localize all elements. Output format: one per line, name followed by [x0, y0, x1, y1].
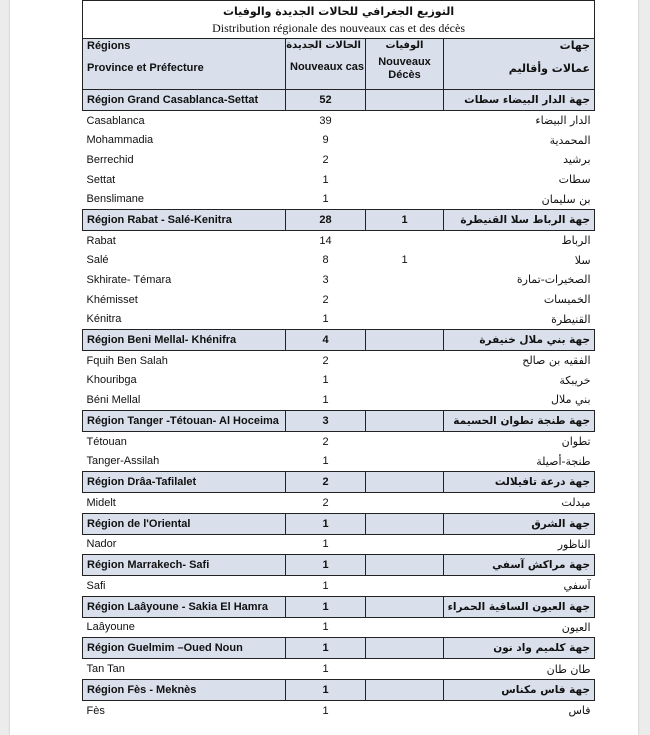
header-deaths-fr-2: Décès	[388, 69, 421, 81]
region-deaths	[366, 90, 444, 111]
region-row	[83, 471, 595, 492]
province-deaths	[366, 431, 444, 451]
region-name: Région Laâyoune - Sakia El Hamra	[83, 596, 286, 617]
region-name: Région de l'Oriental	[83, 513, 286, 534]
province-name: Casablanca	[86, 114, 145, 127]
region-name-ar: جهة الشرق	[444, 513, 595, 534]
province-name: Tanger-Assilah	[86, 455, 160, 468]
province-new-cases: 1	[322, 455, 329, 468]
province-row	[83, 700, 595, 720]
province-row	[83, 309, 595, 329]
region-row	[83, 596, 595, 617]
header-deaths-ar: الوفيات	[385, 40, 424, 51]
province-name: Midelt	[86, 496, 116, 509]
province-new-cases: 3	[322, 273, 329, 286]
province-name: Fquih Ben Salah	[86, 354, 168, 367]
region-deaths: 1	[366, 209, 444, 230]
province-name: Tan Tan	[86, 663, 125, 676]
header-regions-cell	[83, 39, 286, 90]
region-name-ar: جهة طنجة تطوان الحسيمة	[444, 410, 595, 431]
province-new-cases: 14	[319, 234, 332, 247]
province-row	[83, 170, 595, 190]
province-row	[83, 451, 595, 471]
province-row	[83, 111, 595, 131]
province-name-ar: طنجة-أصيلة	[536, 454, 591, 468]
province-name-ar: الفقيه بن صالح	[522, 354, 591, 368]
header-deaths-cell	[366, 39, 444, 90]
region-new-cases: 4	[286, 329, 366, 350]
province-row	[83, 659, 595, 680]
province-row	[83, 350, 595, 370]
header-new-cases-ar: الحالات الجديدة	[286, 40, 361, 51]
header-new-cases-fr: Nouveaux cas	[290, 61, 364, 73]
province-name-ar: الرباط	[561, 234, 591, 248]
province-name-ar: القنيطرة	[551, 312, 591, 326]
province-row	[83, 390, 595, 410]
region-name-ar: جهة مراكش آسفي	[444, 555, 595, 576]
province-deaths	[366, 270, 444, 290]
header-row	[83, 39, 595, 90]
region-row	[83, 329, 595, 350]
province-new-cases: 1	[322, 621, 329, 634]
province-row	[83, 270, 595, 290]
province-deaths	[366, 111, 444, 131]
region-name: Région Grand Casablanca-Settat	[83, 90, 286, 111]
region-deaths	[366, 638, 444, 659]
province-name-ar: بني ملال	[551, 393, 591, 407]
province-name-ar: فاس	[568, 704, 591, 718]
province-new-cases: 1	[322, 663, 329, 676]
region-name-ar: جهة كلميم واد نون	[444, 638, 595, 659]
province-deaths	[366, 350, 444, 370]
region-new-cases: 1	[286, 679, 366, 700]
province-new-cases: 9	[322, 134, 329, 147]
region-row	[83, 555, 595, 576]
region-row	[83, 410, 595, 431]
province-deaths	[366, 290, 444, 310]
province-row	[83, 617, 595, 638]
province-name: Settat	[86, 173, 116, 186]
region-new-cases: 1	[286, 555, 366, 576]
province-name: Khémisset	[86, 293, 138, 306]
province-name-ar: آسفي	[563, 579, 591, 593]
province-name: Benslimane	[86, 193, 144, 206]
region-name-ar: جهة بني ملال خنيفرة	[444, 329, 595, 350]
province-deaths	[366, 230, 444, 250]
province-deaths	[366, 617, 444, 638]
province-new-cases: 1	[322, 173, 329, 186]
header-regions: Régions	[87, 40, 131, 52]
header-arabic-cell	[444, 39, 595, 90]
province-name: Mohammadia	[86, 134, 154, 147]
province-deaths	[366, 390, 444, 410]
province-new-cases: 2	[322, 354, 329, 367]
province-name-ar: برشيد	[563, 153, 591, 167]
province-deaths: 1	[401, 254, 408, 267]
header-regions-ar: جهات	[559, 39, 591, 52]
province-new-cases: 1	[322, 704, 329, 717]
province-deaths	[366, 700, 444, 720]
province-deaths	[366, 150, 444, 170]
region-name: Région Beni Mellal- Khénifra	[83, 329, 286, 350]
province-new-cases: 1	[322, 313, 329, 326]
province-deaths	[366, 534, 444, 555]
province-row	[83, 431, 595, 451]
province-name-ar: العيون	[561, 620, 591, 634]
province-new-cases: 1	[322, 193, 329, 206]
province-deaths	[366, 492, 444, 513]
province-row	[83, 371, 595, 391]
province-name: Rabat	[86, 234, 116, 247]
province-name-ar: بن سليمان	[541, 192, 591, 206]
region-name-ar: جهة درعة تافيلالت	[444, 471, 595, 492]
region-name-ar: جهة الرباط سلا القنيطرة	[444, 209, 595, 230]
province-new-cases: 2	[322, 293, 329, 306]
province-row	[83, 230, 595, 250]
title-arabic: التوزيع الجغرافي للحالات الجديدة والوفيات	[222, 5, 455, 18]
province-name-ar: تطوان	[561, 435, 591, 449]
province-row	[83, 189, 595, 209]
region-new-cases: 1	[286, 638, 366, 659]
region-name-ar: جهة العيون الساقية الحمراء	[444, 596, 595, 617]
province-deaths	[366, 309, 444, 329]
region-new-cases: 3	[286, 410, 366, 431]
province-new-cases: 1	[322, 393, 329, 406]
province-name: Khouribga	[86, 374, 137, 387]
region-name-ar: جهة الدار البيضاء سطات	[444, 90, 595, 111]
province-deaths	[366, 371, 444, 391]
region-name: Région Drâa-Tafilalet	[83, 471, 286, 492]
province-name-ar: خريبكة	[559, 373, 591, 387]
title-row	[83, 1, 595, 39]
province-name: Berrechid	[86, 153, 134, 166]
province-new-cases: 39	[319, 114, 332, 127]
region-name: Région Rabat - Salé-Kenitra	[83, 209, 286, 230]
province-row	[83, 150, 595, 170]
province-new-cases: 1	[322, 579, 329, 592]
region-row	[83, 513, 595, 534]
province-new-cases: 2	[322, 496, 329, 509]
province-new-cases: 1	[322, 374, 329, 387]
province-name: Kénitra	[86, 313, 122, 326]
region-name: Région Marrakech- Safi	[83, 555, 286, 576]
province-name-ar: الصخيرات-تمارة	[516, 273, 591, 287]
province-name-ar: المحمدية	[549, 133, 591, 147]
region-new-cases: 28	[286, 209, 366, 230]
region-deaths	[366, 471, 444, 492]
province-row	[83, 534, 595, 555]
region-deaths	[366, 410, 444, 431]
region-row	[83, 638, 595, 659]
province-row	[83, 492, 595, 513]
province-name: Safi	[86, 579, 106, 592]
header-new-cases-cell	[286, 39, 366, 90]
region-new-cases: 2	[286, 471, 366, 492]
region-new-cases: 52	[286, 90, 366, 111]
province-row	[83, 290, 595, 310]
province-deaths	[366, 131, 444, 151]
document-page	[10, 0, 638, 735]
title-french: Distribution régionale des nouveaux cas et des décès	[212, 21, 465, 35]
province-row	[83, 576, 595, 597]
header-deaths-fr-1: Nouveaux	[378, 56, 431, 68]
province-name-ar: سلا	[574, 253, 591, 267]
region-deaths	[366, 596, 444, 617]
region-deaths	[366, 679, 444, 700]
region-new-cases: 1	[286, 596, 366, 617]
province-name: Skhirate- Témara	[86, 273, 172, 286]
title-cell	[83, 1, 595, 39]
province-name: Laâyoune	[86, 621, 135, 634]
region-row	[83, 90, 595, 111]
province-deaths	[366, 189, 444, 209]
distribution-table	[82, 0, 595, 720]
province-deaths	[366, 451, 444, 471]
region-row	[83, 679, 595, 700]
region-deaths	[366, 513, 444, 534]
region-deaths	[366, 555, 444, 576]
region-name: Région Tanger -Tétouan- Al Hoceima	[83, 410, 286, 431]
province-deaths	[366, 576, 444, 597]
province-name-ar: الناظور	[557, 537, 591, 551]
region-deaths	[366, 329, 444, 350]
province-new-cases: 2	[322, 435, 329, 448]
province-new-cases: 1	[322, 538, 329, 551]
province-deaths	[366, 170, 444, 190]
region-row	[83, 209, 595, 230]
province-name-ar: الدار البيضاء	[535, 114, 591, 128]
province-row	[83, 131, 595, 151]
province-new-cases: 8	[322, 254, 329, 267]
province-row	[83, 251, 595, 271]
province-name: Salé	[86, 254, 109, 267]
province-name: Tétouan	[86, 435, 127, 448]
header-province-ar: عمالات وأقاليم	[508, 62, 591, 75]
region-new-cases: 1	[286, 513, 366, 534]
region-name: Région Fès - Meknès	[83, 679, 286, 700]
province-name-ar: الخميسات	[543, 293, 591, 307]
province-name-ar: ميدلت	[561, 496, 591, 510]
province-name: Fès	[86, 704, 105, 717]
province-new-cases: 2	[322, 153, 329, 166]
province-name-ar: سطات	[558, 173, 591, 187]
header-province: Province et Préfecture	[87, 62, 204, 74]
region-name-ar: جهة فاس مكناس	[444, 679, 595, 700]
region-name: Région Guelmim –Oued Noun	[83, 638, 286, 659]
province-name: Nador	[86, 538, 117, 551]
province-deaths	[366, 659, 444, 680]
province-name: Béni Mellal	[86, 393, 141, 406]
province-name-ar: طان طان	[546, 662, 591, 676]
